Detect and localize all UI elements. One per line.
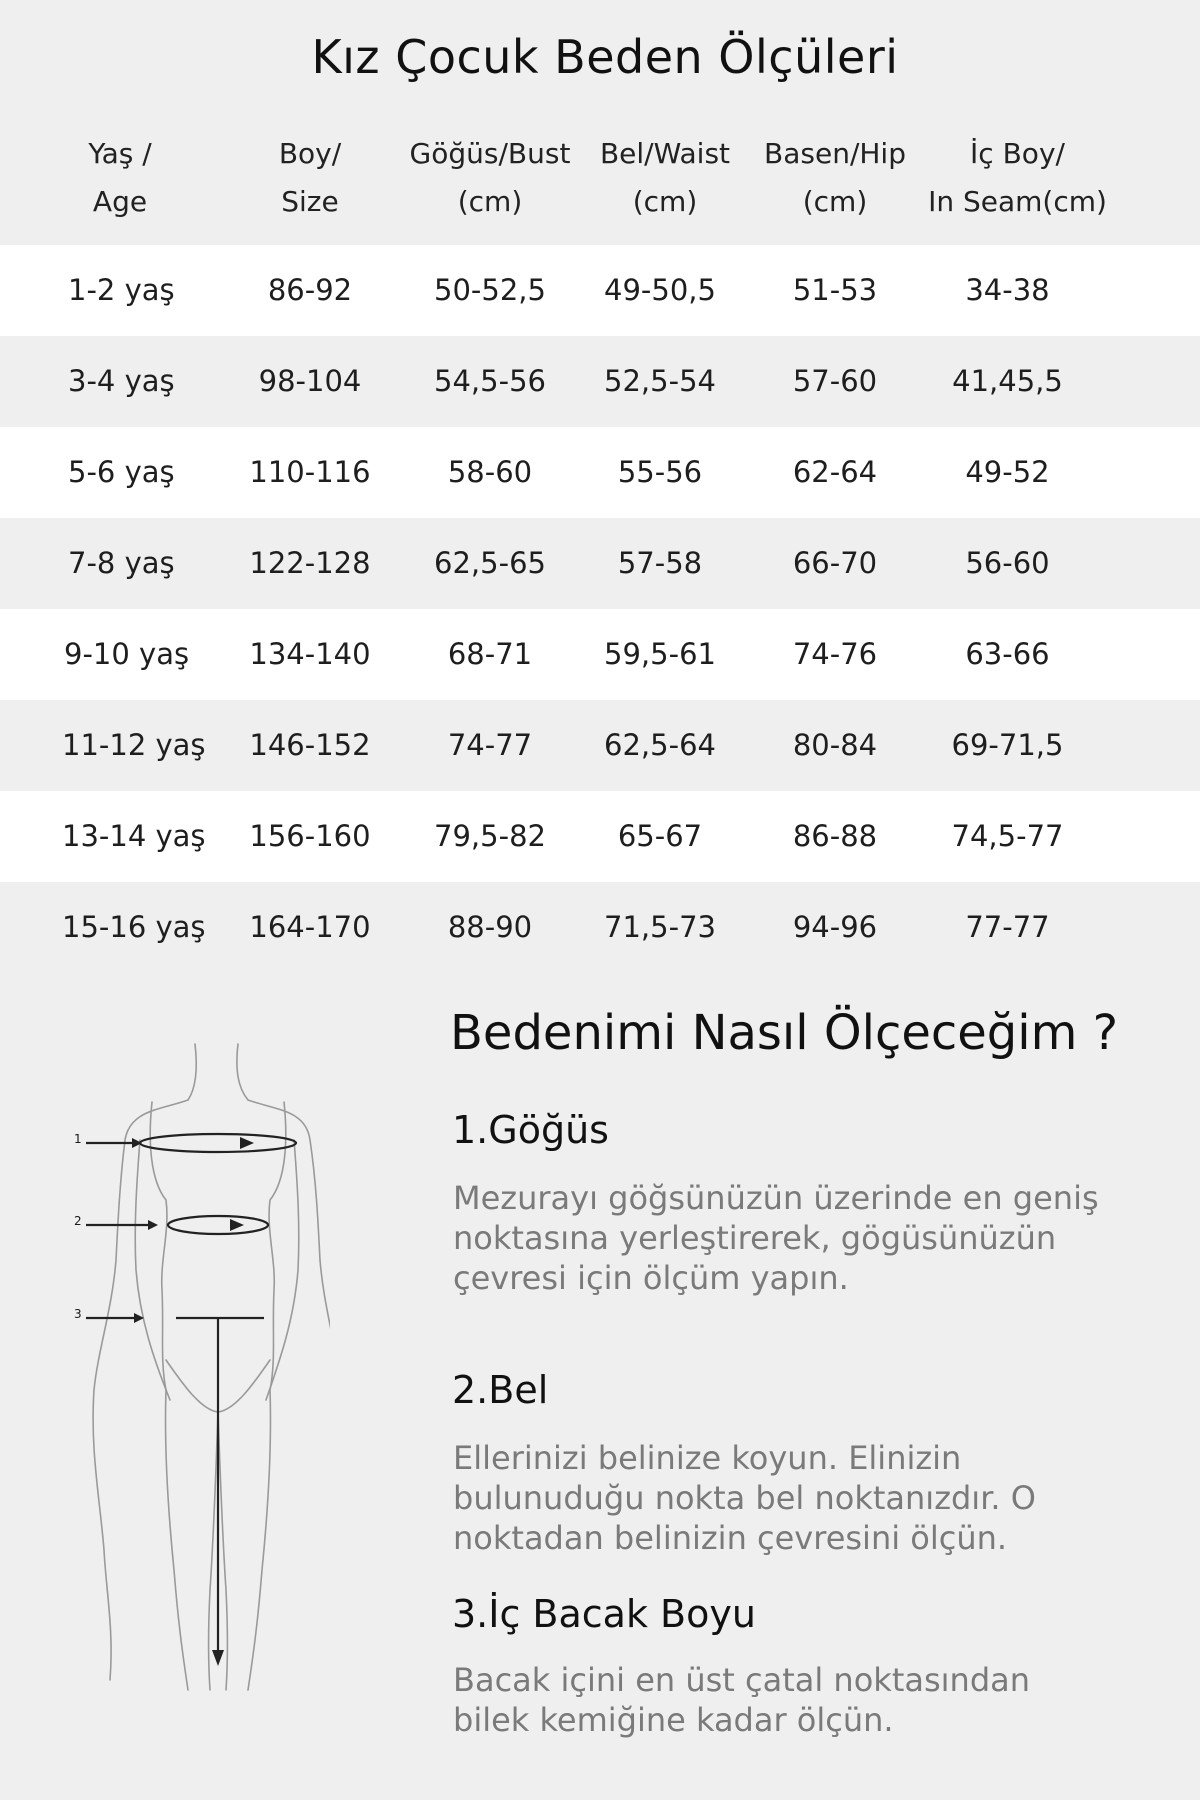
header-size: Boy/ Size	[278, 137, 342, 218]
header-bust: Göğüs/Bust (cm)	[409, 137, 571, 218]
cell-bust: 88-90	[447, 910, 533, 944]
size-table	[0, 245, 1200, 973]
cell-hip: 57-60	[792, 364, 878, 398]
cell-waist: 52,5-54	[604, 364, 716, 398]
section-heading-inseam: 3.İç Bacak Boyu	[452, 1592, 756, 1636]
table-row	[0, 700, 1200, 791]
cell-size: 134-140	[249, 637, 371, 671]
header-hip: Basen/Hip (cm)	[764, 137, 906, 218]
cell-hip: 74-76	[792, 637, 878, 671]
cell-bust: 54,5-56	[434, 364, 546, 398]
cell-bust: 79,5-82	[434, 819, 546, 853]
cell-inseam: 49-52	[965, 455, 1050, 489]
cell-inseam: 41,45,5	[952, 364, 1063, 398]
body-outline-icon	[70, 1030, 330, 1700]
cell-waist: 65-67	[617, 819, 703, 853]
section-text-bust: Mezurayı göğsünüzün üzerinde en geniş noktasına yerleştirerek, gögüsünüzün çevresi için ölçüm yapın.	[453, 1179, 1099, 1297]
cell-age: 1-2 yaş	[68, 273, 175, 307]
cell-inseam: 63-66	[965, 637, 1050, 671]
cell-waist: 55-56	[617, 455, 703, 489]
cell-size: 86-92	[267, 273, 353, 307]
cell-age: 11-12 yaş	[62, 728, 206, 762]
cell-age: 3-4 yaş	[68, 364, 175, 398]
cell-inseam: 56-60	[965, 546, 1050, 580]
section-heading-waist: 2.Bel	[452, 1368, 549, 1412]
header-waist: Bel/Waist (cm)	[599, 137, 731, 218]
cell-size: 164-170	[249, 910, 371, 944]
cell-age: 7-8 yaş	[68, 546, 175, 580]
cell-hip: 62-64	[792, 455, 878, 489]
header-inseam: İç Boy/ In Seam(cm)	[928, 137, 1107, 218]
cell-age: 5-6 yaş	[68, 455, 175, 489]
cell-bust: 50-52,5	[434, 273, 546, 307]
figure-label: 3	[74, 1307, 82, 1321]
cell-age: 15-16 yaş	[62, 910, 206, 944]
cell-bust: 74-77	[447, 728, 533, 762]
cell-inseam: 34-38	[965, 273, 1050, 307]
cell-size: 146-152	[249, 728, 371, 762]
page-title: Kız Çocuk Beden Ölçüleri	[311, 30, 899, 84]
header-age: Yaş / Age	[88, 137, 152, 218]
table-row	[0, 791, 1200, 882]
section-text-waist: Ellerinizi belinize koyun. Elinizin bulunuduğu nokta bel noktanızdır. O noktadan belinizin çevresini ölçün.	[453, 1439, 1036, 1557]
cell-waist: 59,5-61	[604, 637, 716, 671]
cell-bust: 62,5-65	[434, 546, 546, 580]
table-row	[0, 336, 1200, 427]
how-to-title: Bedenimi Nasıl Ölçeceğim ?	[450, 1005, 1119, 1061]
cell-size: 156-160	[249, 819, 371, 853]
table-row	[0, 609, 1200, 700]
cell-waist: 71,5-73	[604, 910, 716, 944]
figure-label: 2	[74, 1214, 82, 1228]
cell-size: 110-116	[249, 455, 371, 489]
table-row	[0, 427, 1200, 518]
cell-bust: 58-60	[447, 455, 533, 489]
cell-age: 13-14 yaş	[62, 819, 206, 853]
cell-hip: 51-53	[792, 273, 878, 307]
cell-hip: 94-96	[792, 910, 878, 944]
cell-size: 98-104	[258, 364, 362, 398]
cell-waist: 49-50,5	[604, 273, 716, 307]
cell-hip: 66-70	[792, 546, 878, 580]
table-row	[0, 882, 1200, 973]
cell-inseam: 74,5-77	[951, 819, 1064, 853]
cell-size: 122-128	[249, 546, 371, 580]
cell-inseam: 69-71,5	[951, 728, 1064, 762]
cell-hip: 80-84	[792, 728, 878, 762]
cell-bust: 68-71	[447, 637, 533, 671]
table-header	[0, 130, 1200, 230]
cell-hip: 86-88	[792, 819, 878, 853]
cell-waist: 62,5-64	[604, 728, 716, 762]
cell-waist: 57-58	[617, 546, 703, 580]
table-row	[0, 518, 1200, 609]
figure-label: 1	[74, 1132, 82, 1146]
section-text-inseam: Bacak içini en üst çatal noktasından bilek kemiğine kadar ölçün.	[453, 1661, 1031, 1739]
cell-age: 9-10 yaş	[64, 637, 190, 671]
body-measurement-figure	[70, 1030, 330, 1700]
section-heading-bust: 1.Göğüs	[452, 1108, 609, 1152]
table-row	[0, 245, 1200, 336]
cell-inseam: 77-77	[965, 910, 1050, 944]
